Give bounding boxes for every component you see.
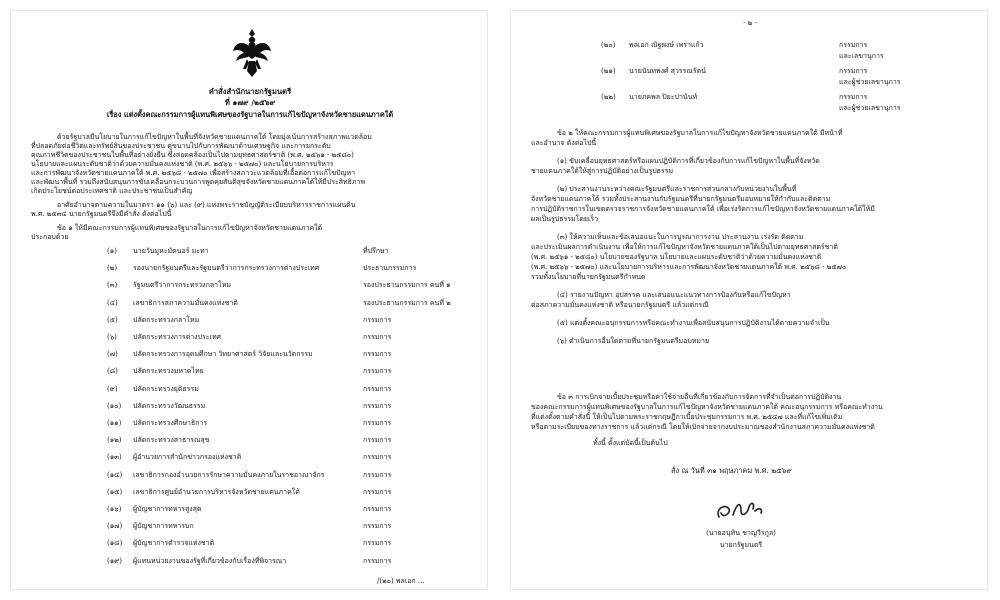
member-role: กรรมการ [363,384,392,393]
member-role: รองประธานกรรมการ คนที่ ๒ [363,298,451,307]
continuation-marker: /(๒๐) พลเอก ... [377,577,425,585]
authority-line: อาศัยอำนาจตามความในมาตรา ๑๑ (๖) และ (๙) แห่งพระราชบัญญัติระเบียบบริหารราชการแผ่นดิน [57,201,356,209]
member-role: กรรมการ [363,453,392,462]
preamble-line: ที่ปลอดภัยต่อชีวิตและทรัพย์สินของประชาชน คู่ขนานไปกับการพัฒนาด้านเศรษฐกิจ และการยกระดับ [31,142,331,150]
member-role: กรรมการ [363,487,392,496]
member-name: ผู้บัญชาการทหารบก [133,522,194,531]
member-role-suffix: และเลขานุการ [839,52,884,60]
member-number: (๔) [107,298,118,307]
duty-line: ชายแดนภาคใต้ให้สู่การปฏิบัติอย่างเป็นรูปธรรม [531,167,674,175]
document-page-1 [10,10,488,590]
clause3-line: ข้อ ๓ การเบิกจ่ายเบี้ยประชุมหรือค่าใช้จ่ายอื่นที่เกี่ยวข้องกับการจัดการที่จำเป็นต่อการปฏิบัติงาน [557,393,842,401]
member-number: (๓) [107,281,118,290]
duty-line: รวมทั้งนโยบายที่นายกรัฐมนตรีกำหนด [531,273,646,281]
member-number: (๑๓) [107,453,122,462]
member-role: กรรมการ [363,401,392,410]
clause3-line: ของคณะกรรมการผู้แทนพิเศษของรัฐบาลในการแก้ไขปัญหาจังหวัดชายแดนภาคใต้ คณะอนุกรรมการ หรือคณะทำงาน [531,403,883,411]
member-number: (๙) [107,384,118,393]
signer-title: นายกรัฐมนตรี [719,541,763,549]
member-role: กรรมการ [363,539,392,548]
member-role: กรรมการ [839,41,868,49]
member-number: (๑๘) [107,539,123,548]
duty-line: ต่อสภาความมั่นคงแห่งชาติ หรือนายกรัฐมนตรี แล้วแต่กรณี [531,301,709,309]
duty-line: และประเมินผลการดำเนินงาน เพื่อให้การแก้ไขปัญหาจังหวัดชายแดนภาคใต้เป็นไปตามยุทธศาสตร์ชาติ [531,243,838,251]
member-number: (๒) [107,264,118,273]
member-number: (๒๑) [601,67,616,75]
member-name: พลเอก ณัฐพงษ์ เพราแก้ว [629,41,704,49]
preamble-line: และพัฒนาพื้นที่ รวมถึงสนับสนุนการขับเคลื่อนกระบวนการพูดคุยสันติสุขจังหวัดชายแดนภาคใต้ให้มีประสิทธิภาพ [31,178,366,186]
member-name: เลขาธิการศูนย์อำนวยการบริหารจังหวัดชายแดนภาคใต้ [133,487,300,496]
member-role: รองประธานกรรมการ คนที่ ๑ [363,281,451,290]
duty-line: (๓) ให้ความเห็นและข้อเสนอแนะในการบูรณาการงาน ประสานงาน เร่งรัด ติดตาม [557,233,804,241]
member-name: รองนายกรัฐมนตรีและรัฐมนตรีว่าการกระทรวงการต่างประเทศ [133,264,320,273]
duty-line: (๒) ประสานงานระหว่างคณะรัฐมนตรีและราชการส่วนกลางกับหน่วยงานในพื้นที่ [557,185,797,193]
duty-line: (พ.ศ. ๒๕๖๖ - ๒๕๗๐) และนโยบายการบริหารและการพัฒนาจังหวัดชายแดนภาคใต้ พ.ศ. ๒๕๖๘ - ๒๕๗๐ [531,263,847,271]
member-role: กรรมการ [363,367,392,376]
member-role: กรรมการ [363,505,392,513]
member-number: (๑๙) [107,556,123,565]
clause3-line: หรือตามระเบียบของทางราชการ แล้วแต่กรณี โดยให้เบิกจ่ายจากงบประมาณของสำนักงานสภาความมั่นคงแห่งชาติ [531,423,875,431]
member-name: ปลัดกระทรวงมหาดไทย [133,367,204,376]
clause1-line: ประกอบด้วย [31,233,69,241]
member-name: เลขาธิการกองอำนวยการรักษาความมั่นคงภายในราชอาณาจักร [133,470,325,479]
member-name: ปลัดกระทรวงยุติธรรม [133,384,199,393]
member-role-suffix: และผู้ช่วยเลขานุการ [839,104,901,112]
duty-line: ผลเป็นรูปธรรมโดยเร็ว [531,215,599,223]
document-page-2 [510,10,988,590]
member-number: (๑๔) [107,470,123,479]
member-role: กรรมการ [839,67,868,75]
member-number: (๑๖) [107,505,122,513]
duty-line: การปฏิบัติราชการในเขตตรวจราชการจังหวัดชายแดนภาคใต้ เพื่อเร่งรัดการแก้ไขปัญหาจังหวัดชายแดนภาคใต้ให้มี [531,205,875,213]
member-name: ปลัดกระทรวงสาธารณสุข [133,436,210,445]
member-number: (๑๑) [107,419,122,427]
order-subject: เรื่อง แต่งตั้งคณะกรรมการผู้แทนพิเศษของรัฐบาลในการแก้ไขปัญหาจังหวัดชายแดนภาคใต้ [106,110,394,119]
member-name: ผู้แทนหน่วยงานของรัฐที่เกี่ยวข้องกับเรื่องที่พิจารณา [133,556,287,565]
duty-line: (๑) ขับเคลื่อนยุทธศาสตร์หรือแผนปฏิบัติการที่เกี่ยวข้องกับการแก้ไขปัญหาในพื้นที่จังหวัด [557,157,820,165]
member-number: (๑๕) [107,487,123,496]
order-number: ที่ ๑๗๙ /๒๕๖๙ [224,98,276,107]
preamble-line: และการพัฒนาจังหวัดชายแดนภาคใต้ พ.ศ. ๒๕๖๘ - ๒๕๗๐ เพื่อสร้างสภาวะแวดล้อมที่เอื้อต่อการแก้ไขปัญหา [31,169,356,177]
member-name: ปลัดกระทรวงวัฒนธรรม [133,401,206,410]
member-name: ปลัดกระทรวงการต่างประเทศ [133,333,221,341]
clause1-line: ข้อ ๑ ให้มีคณะกรรมการผู้แทนพิเศษของรัฐบาลในการแก้ไขปัญหาจังหวัดชายแดนภาคใต้ [57,224,323,232]
member-role: กรรมการ [363,556,392,565]
member-name: นายวันมูหะมัดนอร์ มะทา [133,247,209,255]
member-number: (๗) [107,350,118,359]
member-name: ปลัดกระทรวงการอุดมศึกษา วิทยาศาสตร์ วิจัยและนวัตกรรม [133,350,313,359]
effective-statement: ทั้งนี้ ตั้งแต่บัดนี้เป็นต้นไป [593,439,668,447]
duty-line: จังหวัดชายแดนภาคใต้ รวมทั้งประสานงานกับรัฐมนตรีที่นายกรัฐมนตรีมอบหมายให้กำกับและติดตาม [531,195,831,203]
member-role: กรรมการ [363,522,392,531]
member-name: ผู้บัญชาการตำรวจแห่งชาติ [133,539,215,548]
authority-line: พ.ศ. ๒๕๓๔ นายกรัฐมนตรีจึงมีคำสั่ง ดังต่อไปนี้ [31,210,172,218]
member-number: (๖) [107,333,117,341]
member-name: นายนันทพงศ์ สุวรรณรัตน์ [629,67,707,75]
member-role: กรรมการ [363,470,392,479]
preamble-line: เกิดประโยชน์ต่อประเทศชาติ และประชาชนเป็นสำคัญ [31,187,193,195]
member-role-suffix: และผู้ช่วยเลขานุการ [839,78,901,86]
member-name: รัฐมนตรีว่าการกระทรวงกลาโหม [133,281,232,290]
member-role: ประธานกรรมการ [363,264,417,273]
member-name: นายภคพล ปิยะปานันท์ [629,93,698,101]
duty-line: (๕) แต่งตั้งคณะอนุกรรมการหรือคณะทำงานเพื่อสนับสนุนการปฏิบัติงานได้ตามความจำเป็น [557,319,830,327]
garuda-emblem-icon [231,27,273,81]
member-number: (๒๐) [601,41,616,49]
member-role: กรรมการ [363,419,392,427]
duty-line: (พ.ศ. ๒๕๖๑ - ๒๕๘๐) นโยบายของรัฐบาล นโยบายและแผนระดับชาติว่าด้วยความมั่นคงแห่งชาติ [531,253,822,261]
member-number: (๑๒) [107,436,122,445]
signature-icon [711,495,771,527]
member-name: เลขาธิการสภาความมั่นคงแห่งชาติ [133,298,238,307]
member-number: (๕) [107,315,118,324]
member-role: กรรมการ [363,333,392,341]
member-role: กรรมการ [839,93,868,101]
member-name: ปลัดกระทรวงศึกษาธิการ [133,419,208,427]
order-date: สั่ง ณ วันที่ ๓๑ พฤษภาคม พ.ศ. ๒๕๖๙ [671,466,792,475]
preamble-line: นโยบายและแผนระดับชาติว่าด้วยความมั่นคงแห่งชาติ (พ.ศ. ๒๕๖๖ - ๒๕๗๐) และนโยบายการบริหาร [31,160,334,168]
preamble-line: ด้วยรัฐบาลมีนโยบายในการแก้ไขปัญหาในพื้นที่จังหวัดชายแดนภาคใต้ โดยมุ่งเน้นการสร้างสภาพแวดล้อม [57,133,372,141]
member-number: (๑) [107,247,117,255]
member-role: กรรมการ [363,350,392,359]
member-name: ปลัดกระทรวงกลาโหม [133,315,200,324]
preamble-line: คุณภาพชีวิตของประชาชนในพื้นที่อย่างยั่งยืน ซึ่งสอดคล้องเป็นไปตามยุทธศาสตร์ชาติ (พ.ศ. ๒๕๖๑ - ๒๕๘๐) [31,151,354,159]
duty-line: (๖) ดำเนินการอื่นใดตามที่นายกรัฐมนตรีมอบหมาย [557,337,710,345]
member-number: (๑๐) [107,401,122,410]
page-number: - ๒ - [743,19,757,27]
duty-line: (๔) รายงานปัญหา อุปสรรค และเสนอแนะแนวทางการป้องกันหรือแก้ไขปัญหา [557,291,791,299]
signer-name: (นายอนุทิน ชาญวีรกูล) [706,529,776,537]
clause2-line: ข้อ ๒ ให้คณะกรรมการผู้แทนพิเศษของรัฐบาลในการแก้ไขปัญหาจังหวัดชายแดนภาคใต้ มีหน้าที่ [557,129,843,137]
member-number: (๘) [107,367,118,376]
member-number: (๒๒) [601,93,616,101]
clause3-line: ที่แต่งตั้งตามคำสั่งนี้ ให้เป็นไปตามพระราชกฤษฎีกาเบี้ยประชุมกรรมการ พ.ศ. ๒๕๔๗ และที่แก้ไขเพิ่มเติม [531,413,843,421]
member-role: กรรมการ [363,315,392,324]
order-title: คำสั่งสำนักนายกรัฐมนตรี [208,87,292,96]
member-name: ผู้อำนวยการสำนักข่าวกรองแห่งชาติ [133,453,242,462]
member-role: ที่ปรึกษา [363,247,389,255]
member-name: ผู้บัญชาการทหารสูงสุด [133,505,202,513]
clause2-line: และอำนาจ ดังต่อไปนี้ [531,139,597,147]
member-number: (๑๗) [107,522,123,531]
member-role: กรรมการ [363,436,392,445]
